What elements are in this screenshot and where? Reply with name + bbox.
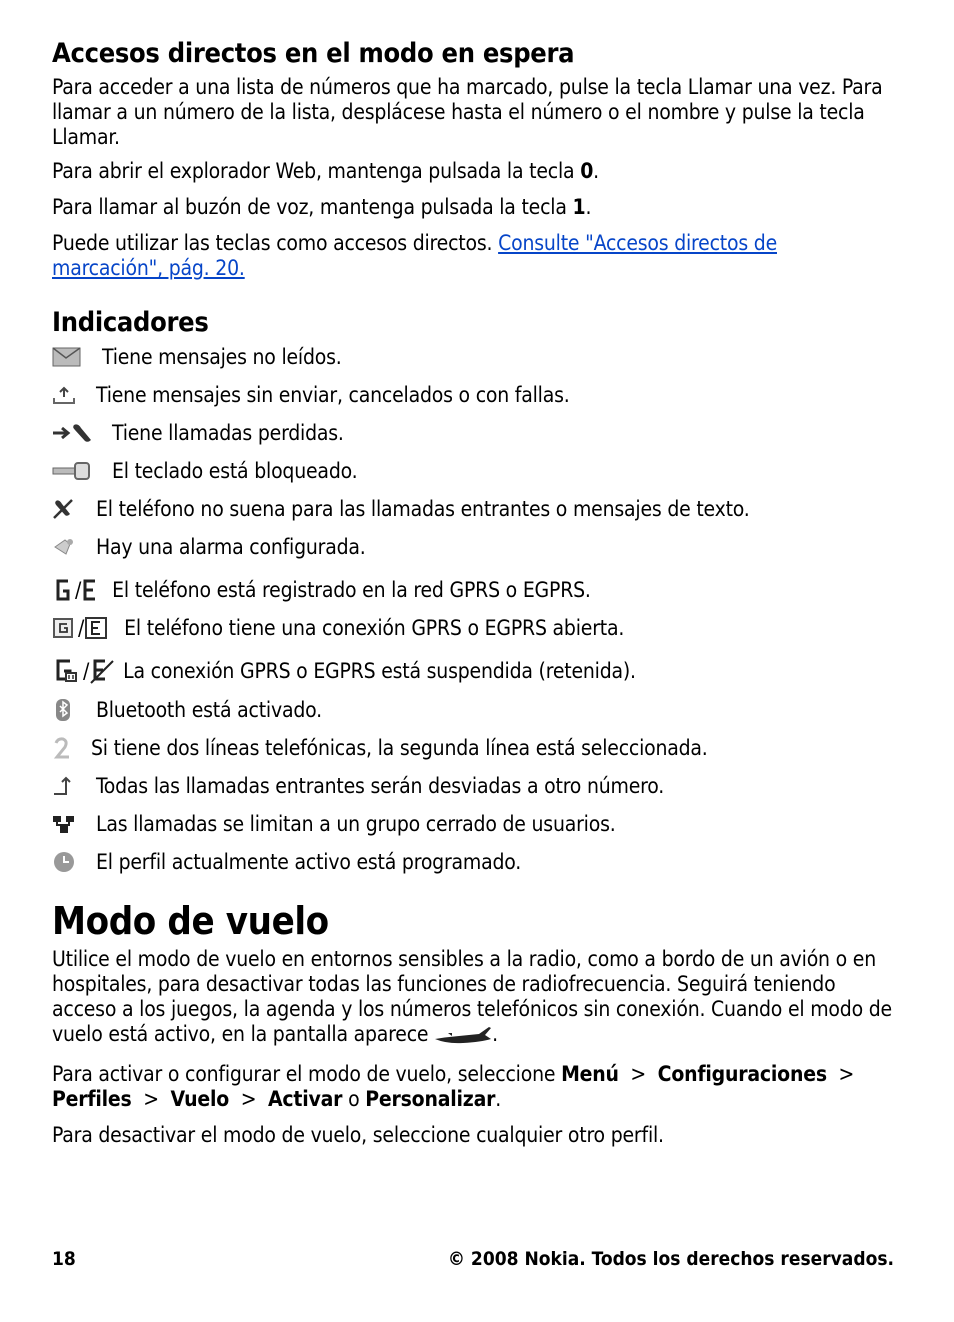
menu-path-activate: Activar: [267, 1087, 343, 1111]
flight-mode-paragraph-2: [52, 1062, 900, 1112]
indicator-text: Bluetooth está activado.: [96, 698, 322, 722]
envelope-icon: [52, 347, 82, 367]
indicator-text: La conexión GPRS o EGPRS está suspendida (retenida).: [123, 659, 636, 683]
gprs-open-icon: [52, 617, 74, 639]
indicator-text: Tiene mensajes sin enviar, cancelados o con fallas.: [96, 383, 570, 407]
indicator-text: Tiene mensajes no leídos.: [102, 345, 342, 369]
timed-profile-icon: [52, 850, 76, 874]
speed-dial-link[interactable]: Consulte "Accesos directos de marcación", pág. 20.: [52, 231, 777, 280]
shortcuts-paragraph-2: [52, 159, 599, 184]
slash: /: [78, 616, 85, 640]
indicator-item: [52, 532, 366, 562]
key-zero: 0: [580, 159, 594, 183]
indicator-item: [52, 494, 750, 524]
section-title-flight-mode: Modo de vuelo: [52, 899, 329, 943]
line-two-icon: [52, 736, 72, 760]
keylock-icon: [52, 461, 92, 481]
flight-mode-paragraph-3: Para desactivar el modo de vuelo, seleccione cualquier otro perfil.: [52, 1123, 664, 1147]
egprs-open-icon: [84, 616, 108, 640]
alarm-icon: [52, 537, 76, 557]
indicator-item: [52, 456, 357, 486]
gprs-registered-icon: [52, 577, 72, 603]
indicator-text: El teclado está bloqueado.: [112, 459, 358, 483]
text: .: [492, 1022, 498, 1046]
missed-call-icon: [52, 422, 94, 444]
silent-icon: [52, 498, 76, 520]
indicator-item: [52, 380, 570, 410]
indicator-text: Las llamadas se limitan a un grupo cerrado de usuarios.: [96, 812, 616, 836]
indicator-item: [52, 656, 636, 686]
menu-path-profiles: Perfiles: [52, 1087, 132, 1111]
indicator-item: [52, 809, 616, 839]
indicator-text: El teléfono no suena para las llamadas entrantes o mensajes de texto.: [96, 497, 750, 521]
indicator-item: [52, 847, 521, 877]
menu-path-flight: Vuelo: [170, 1087, 230, 1111]
slash: /: [83, 659, 90, 683]
section-title-shortcuts: Accesos directos en el modo en espera: [52, 38, 575, 69]
menu-separator: >: [838, 1062, 855, 1086]
menu-path-customize: Personalizar: [365, 1087, 496, 1111]
slash: /: [75, 578, 82, 602]
text: .: [495, 1087, 502, 1111]
text: .: [593, 159, 599, 183]
flight-mode-icon: [434, 1024, 492, 1046]
text: o: [348, 1087, 360, 1111]
menu-separator: >: [240, 1087, 257, 1111]
indicator-text: El teléfono tiene una conexión GPRS o EGPRS abierta.: [124, 616, 625, 640]
indicator-text: Todas las llamadas entrantes serán desviadas a otro número.: [96, 774, 665, 798]
egprs-registered-icon: [81, 577, 97, 603]
text: .: [585, 195, 592, 219]
text: Para llamar al buzón de voz, mantenga pulsada la tecla: [52, 195, 573, 219]
text: Puede utilizar las teclas como accesos directos.: [52, 231, 499, 255]
indicator-text: El teléfono está registrado en la red GPRS o EGPRS.: [112, 578, 591, 602]
shortcuts-paragraph-3: [52, 195, 591, 220]
menu-separator: >: [630, 1062, 647, 1086]
indicator-item: [52, 771, 664, 801]
text: Para activar o configurar el modo de vuelo, seleccione: [52, 1062, 562, 1086]
closed-group-icon: [52, 813, 76, 835]
shortcuts-paragraph-1: Para acceder a una lista de números que ha marcado, pulse la tecla Llamar una vez. Para llamar a un número de la lista, desplácese hasta el número o el nombre y pulse la tecla Llamar.: [52, 75, 883, 149]
flight-mode-paragraph-1: [52, 947, 900, 1047]
indicator-item: [52, 613, 624, 643]
menu-path-settings: Configuraciones: [657, 1062, 827, 1086]
indicator-text: Si tiene dos líneas telefónicas, la segunda línea está seleccionada.: [91, 736, 708, 760]
indicator-item: [52, 575, 591, 605]
egprs-suspended-icon: [89, 657, 115, 685]
key-one: 1: [572, 195, 586, 219]
indicator-item: [52, 733, 708, 763]
section-title-indicators: Indicadores: [52, 307, 209, 338]
call-divert-icon: [52, 775, 76, 797]
indicator-item: [52, 342, 342, 372]
bluetooth-icon: [52, 698, 76, 722]
indicator-text: El perfil actualmente activo está programado.: [96, 850, 522, 874]
text: Para abrir el explorador Web, mantenga pulsada la tecla: [52, 159, 581, 183]
indicator-item: [52, 418, 344, 448]
indicator-item: [52, 695, 322, 725]
menu-separator: >: [143, 1087, 159, 1111]
page-number: 18: [52, 1248, 76, 1270]
outbox-icon: [52, 385, 76, 405]
indicator-text: Hay una alarma configurada.: [96, 535, 366, 559]
text: Utilice el modo de vuelo en entornos sensibles a la radio, como a bordo de un avión o en hospitales, para desactivar todas las funciones de radiofrecuencia. Seguirá teniendo acceso a los juegos, la agenda y los números telefónicos sin conexión. Cuando el modo de vuelo está activo, en la pantalla aparece: [52, 947, 892, 1046]
gprs-suspended-icon: [52, 657, 80, 685]
copyright-notice: © 2008 Nokia. Todos los derechos reservados.: [447, 1248, 894, 1270]
indicator-text: Tiene llamadas perdidas.: [112, 421, 344, 445]
menu-path-menu: Menú: [561, 1062, 619, 1086]
shortcuts-paragraph-4: [52, 231, 812, 281]
